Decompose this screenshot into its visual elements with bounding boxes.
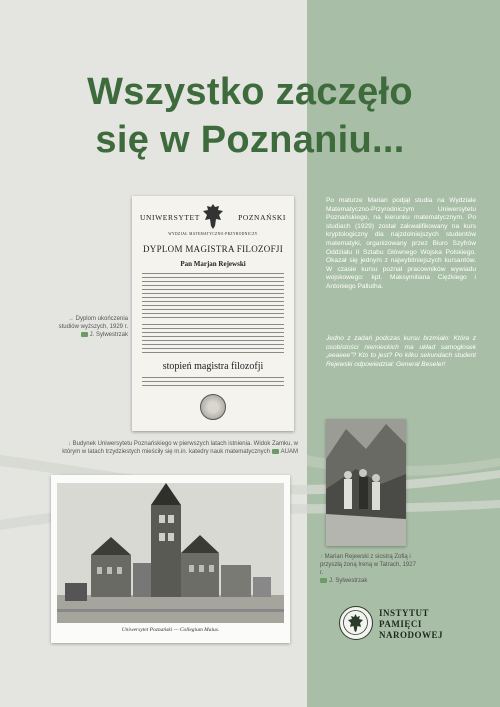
main-paragraph: Po maturze Marian podjął studia na Wydziale Matematyczno-Przyrodniczym Uniwersytetu Poznańskiego, na kierunku matematycznym. Po studiach (1929) został zakwalifikowany na kurs kryptologiczny dla najzdolniejszych studentów matematyki, organizowany przez Biuro Szyfrów Oddziału II Sztabu Głównego Wojska Polskiego. Okazał się jednym z najwybitniejszych kursantów. W czasie kursu poznał pracowników wywiadu wojskowego: kpt. Maksymiliana Ciężkiego i Antoniego Palluthа. [326, 197, 476, 290]
diploma-seal [200, 394, 226, 420]
page-title-line1: Wszystko zaczęło [87, 71, 413, 113]
diploma-caption-credit: J. Sylwestrzak [89, 332, 128, 338]
rejewski-caption-credit: J. Sylwestrzak [329, 578, 368, 584]
diploma-text-lines [142, 273, 284, 293]
arrow-down-icon: ↓ [67, 441, 71, 447]
diploma-heading: DYPLOM MAGISTRA FILOZOFJI [142, 244, 283, 254]
diploma-image [132, 196, 294, 431]
diploma-grades-lines [142, 293, 284, 321]
diploma-body-lines [142, 324, 284, 356]
quote-paragraph: Jedno z zadań podczas kursu brzmiało: Która z osobistości niemieckich ma układ samogłosek „eeaeee"? Kto to jest? Po kilku sekundach student Rejewski odpowiedział: General Beseler! [326, 335, 476, 368]
diploma-caption [58, 315, 128, 339]
page-title-line2: się w Poznaniu... [95, 119, 405, 161]
ipn-logo [339, 606, 469, 642]
diploma-university-right: POZNAŃSKI [238, 213, 286, 222]
diploma-university-left: UNIWERSYTET [140, 213, 200, 222]
arrow-right-icon: → [67, 316, 74, 322]
ipn-emblem-icon [339, 606, 373, 640]
camera-icon [272, 449, 279, 454]
building-caption [60, 440, 298, 456]
diploma-name: Pan Marjan Rejewski [180, 260, 246, 268]
building-caption-text: Budynek Uniwersytetu Poznańskiego w pierwszych latach istnienia. Widok Zamku, w którym w latach trzydziestych mieściły się m.in. katedry nauk matematycznych [62, 441, 298, 455]
rejewski-caption-text: Marian Rejewski z siostrą Zofią i przyszłą żoną Ireną w Tatrach, 1927 r. [320, 554, 416, 576]
logo-line3: NARODOWEJ [379, 630, 444, 640]
eagle-emblem-icon [202, 202, 224, 230]
arrow-up-icon: ↑ [320, 554, 323, 560]
mountain-illustration [326, 419, 406, 546]
diploma-footer-lines [142, 377, 284, 389]
building-illustration [51, 475, 290, 643]
rejewski-photo [326, 419, 406, 546]
building-caption-credit: AUAM [280, 449, 298, 455]
diploma-caption-text: Dyplom ukończenia studiów wyższych, 1929 r. [58, 316, 128, 330]
rejewski-caption [320, 553, 420, 585]
camera-icon [320, 578, 327, 583]
logo-line2: PAMIĘCI [379, 619, 422, 629]
camera-icon [81, 332, 88, 337]
logo-line1: INSTYTUT [379, 608, 430, 618]
diploma-degree: stopień magistra filozofji [162, 361, 264, 372]
diploma-faculty: WYDZIAŁ MATEMATYCZNO-PRZYRODNICZY [168, 232, 258, 236]
building-photo-caption: Uniwersytet Poznański — Collegium Maius. [121, 627, 220, 633]
building-photo [51, 475, 290, 643]
